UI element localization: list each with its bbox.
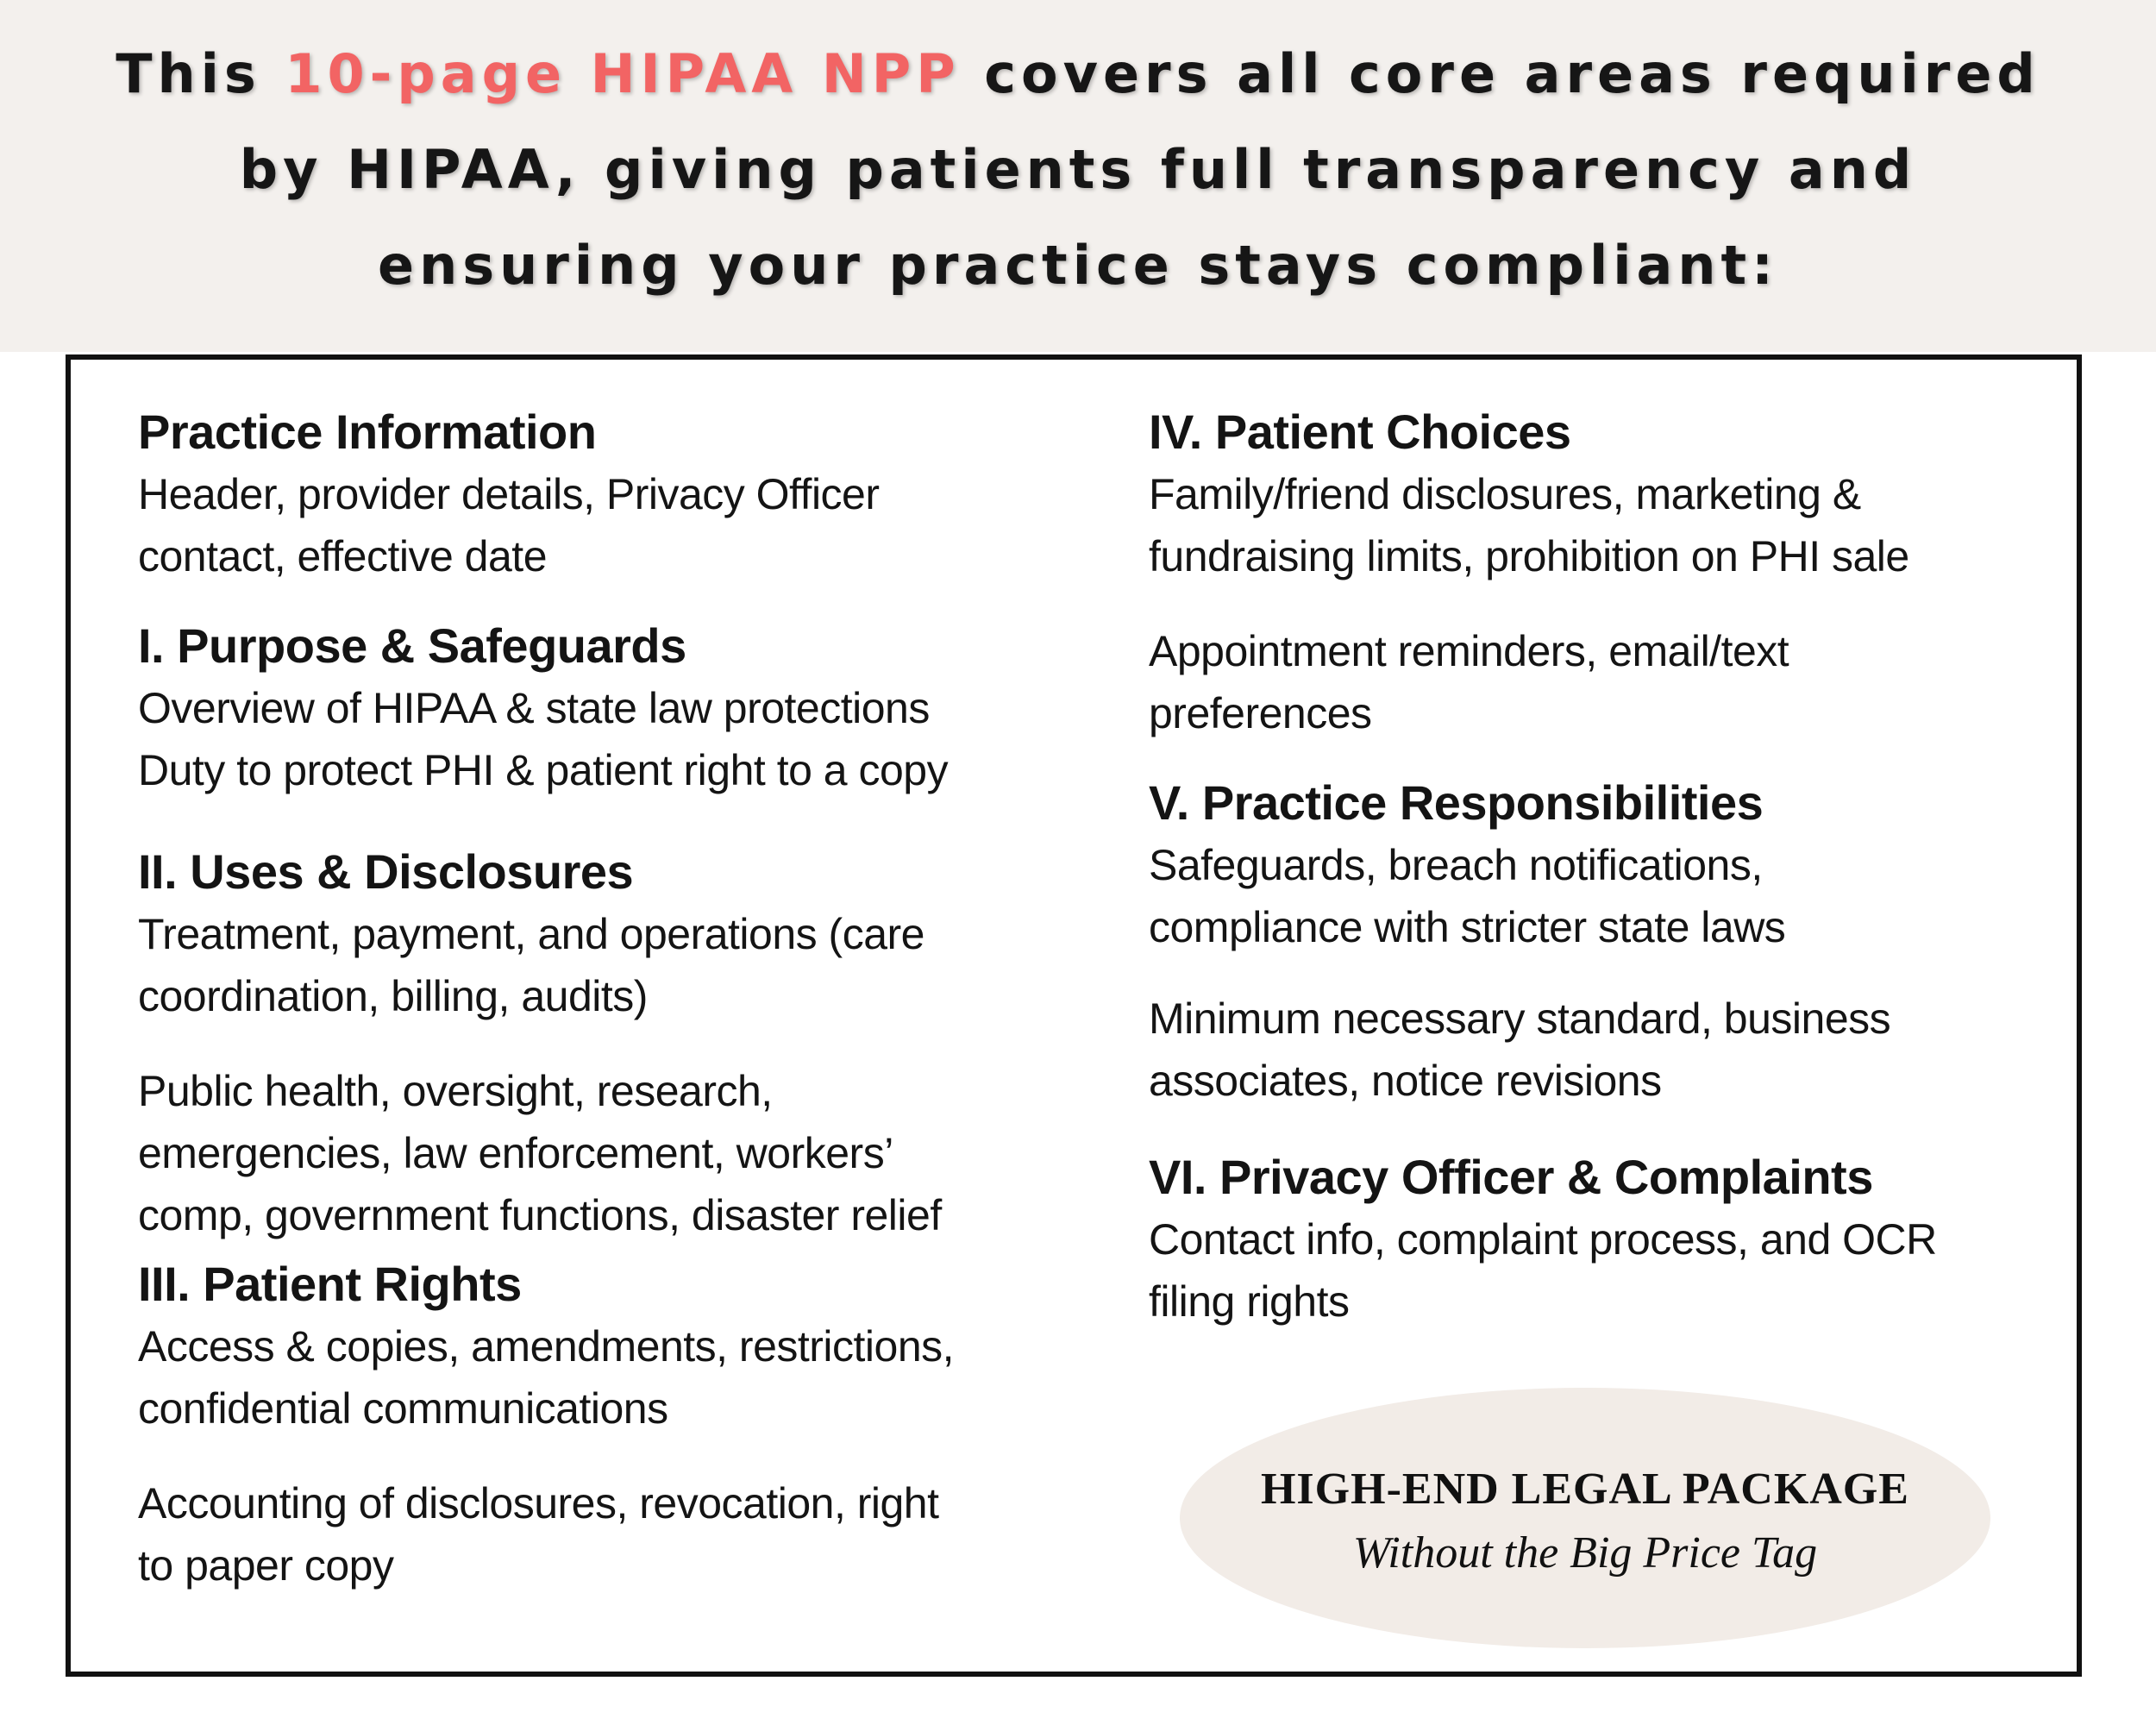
- text-line: contact, effective date: [138, 532, 547, 580]
- text-line: fundraising limits, prohibition on PHI sale: [1149, 532, 1909, 580]
- section-text: [138, 1060, 1104, 1246]
- section-title: VI. Privacy Officer & Complaints: [1149, 1150, 1873, 1204]
- text-line: Contact info, complaint process, and OCR: [1149, 1215, 1937, 1264]
- section-text: [1149, 1208, 2063, 1333]
- content-frame: [66, 354, 2082, 1677]
- text-line: filing rights: [1149, 1277, 1350, 1326]
- section-text: [1149, 463, 2063, 587]
- text-line: emergencies, law enforcement, workers’: [138, 1129, 893, 1177]
- section-title: V. Practice Responsibilities: [1149, 775, 1764, 830]
- right-column: [1149, 401, 2063, 1333]
- text-line: comp, government functions, disaster relief: [138, 1191, 942, 1239]
- header-banner: [0, 0, 2156, 352]
- text-line: associates, notice revisions: [1149, 1057, 1662, 1105]
- headline-line-1: [0, 26, 2156, 122]
- text-line: Duty to protect PHI & patient right to a copy: [138, 746, 949, 794]
- text-line: preferences: [1149, 689, 1372, 737]
- section-practice-information: [138, 401, 1104, 587]
- headline-line-1-post: covers all core areas required: [960, 42, 2040, 105]
- section-practice-responsibilities: [1149, 772, 2063, 1112]
- text-line: Family/friend disclosures, marketing &: [1149, 470, 1861, 518]
- section-patient-choices: [1149, 401, 2063, 744]
- headline-line-3: ensuring your practice stays compliant:: [378, 234, 1778, 297]
- badge-title: HIGH-END LEGAL PACKAGE: [1260, 1465, 1909, 1514]
- section-text: [1149, 834, 2063, 958]
- text-line: Accounting of disclosures, revocation, right: [138, 1479, 939, 1527]
- left-column: [138, 401, 1104, 1596]
- section-title: III. Patient Rights: [138, 1257, 522, 1311]
- section-purpose-safeguards: [138, 615, 1104, 801]
- section-privacy-officer-complaints: [1149, 1146, 2063, 1333]
- section-title: I. Purpose & Safeguards: [138, 618, 686, 673]
- section-text: [138, 677, 1104, 801]
- section-text: [1149, 620, 2063, 744]
- section-text: [138, 1472, 1104, 1596]
- text-line: Access & copies, amendments, restrictions,: [138, 1322, 955, 1371]
- text-line: Safeguards, breach notifications,: [1149, 841, 1763, 889]
- headline-accent: 10-page HIPAA NPP: [285, 42, 961, 105]
- section-text: [138, 463, 1104, 587]
- section-uses-disclosures: [138, 841, 1104, 1246]
- text-line: confidential communications: [138, 1384, 668, 1433]
- section-title: Practice Information: [138, 405, 597, 459]
- headline: [0, 26, 2156, 313]
- text-line: Treatment, payment, and operations (care: [138, 910, 924, 958]
- section-title: IV. Patient Choices: [1149, 405, 1571, 459]
- text-line: to paper copy: [138, 1541, 394, 1590]
- section-text: [1149, 988, 2063, 1112]
- text-line: compliance with stricter state laws: [1149, 903, 1786, 951]
- text-line: Appointment reminders, email/text: [1149, 627, 1789, 675]
- headline-line-1-pre: This: [116, 42, 285, 105]
- text-line: Minimum necessary standard, business: [1149, 994, 1891, 1043]
- headline-line-2: by HIPAA, giving patients full transparency and: [239, 138, 1917, 201]
- section-title: II. Uses & Disclosures: [138, 844, 634, 899]
- section-text: [138, 1315, 1104, 1440]
- section-text: [138, 903, 1104, 1027]
- section-patient-rights: [138, 1253, 1104, 1596]
- text-line: Header, provider details, Privacy Officer: [138, 470, 880, 518]
- package-badge: [1180, 1388, 1990, 1648]
- text-line: coordination, billing, audits): [138, 972, 648, 1020]
- badge-subtitle: Without the Big Price Tag: [1352, 1528, 1818, 1578]
- text-line: Public health, oversight, research,: [138, 1067, 773, 1115]
- text-line: Overview of HIPAA & state law protections: [138, 684, 930, 732]
